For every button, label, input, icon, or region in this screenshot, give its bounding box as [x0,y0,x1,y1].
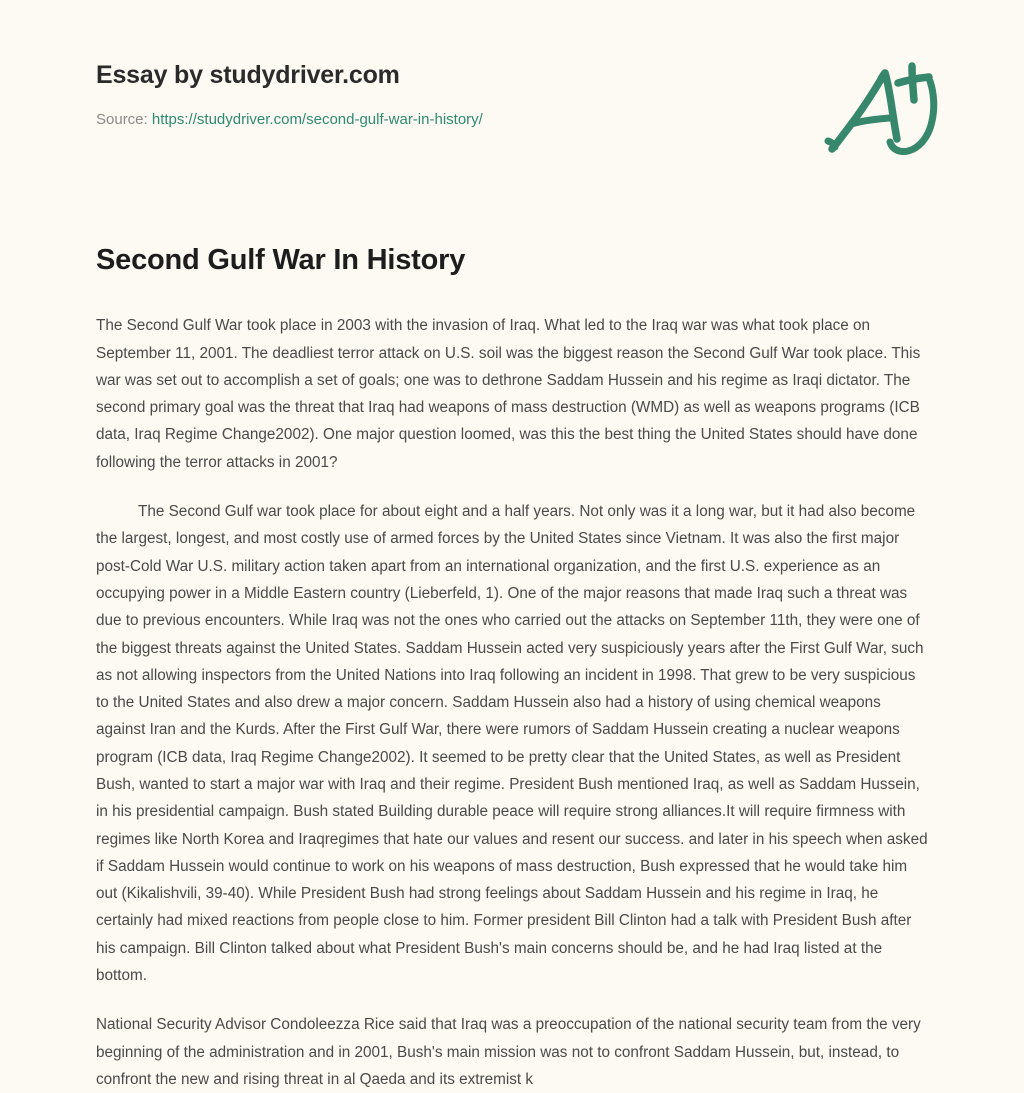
byline: Essay by studydriver.com [96,61,400,89]
article [0,242,1024,1093]
page-title: Second Gulf War In History [96,244,466,276]
article-body [96,312,928,1093]
source-label: Source: [96,111,148,128]
paragraph: The Second Gulf war took place for about eight and a half years. Not only was it a long war, but it had also become the largest, longest, and most costly use of armed forces by the United States since Vietnam. It was also the first major post-Cold War U.S. military action taken apart from an international organization, and the first U.S. experience as an occupying power in a Middle Eastern country (Lieberfeld, 1). One of the major reasons that made Iraq such a threat was due to previous encounters. While Iraq was not the ones who carried out the attacks on September 11th, they were one of the biggest threats against the United States. Saddam Hussein acted very suspiciously years after the First Gulf War, such as not allowing inspectors from the United Nations into Iraq following an incident in 1998. That grew to be very suspicious to the United States and also drew a major concern. Saddam Hussein also had a history of using chemical weapons against Iran and the Kurds. After the First Gulf War, there were rumors of Saddam Hussein creating a nuclear weapons program (ICB data, Iraq Regime Change2002). It seemed to be pretty clear that the United States, as well as President Bush, wanted to start a major war with Iraq and their regime. President Bush mentioned Iraq, as well as Saddam Hussein, in his presidential campaign. Bush stated Building durable peace will require strong alliances.It will require firmness with regimes like North Korea and Iraqregimes that hate our values and resent our success. and later in his speech when asked if Saddam Hussein would continue to work on his weapons of mass destruction, Bush expressed that he would take him out (Kikalishvili, 39-40). While President Bush had strong feelings about Saddam Hussein and his regime in Iraq, he certainly had mixed reactions from people close to him. Former president Bill Clinton had a talk with President Bush after his campaign. Bill Clinton talked about what President Bush's main concerns should be, and he had Iraq listed at the bottom. [96,503,928,985]
source-row [96,110,928,130]
a-plus-logo-icon [824,57,942,161]
source-url-link[interactable]: https://studydriver.com/second-gulf-war-in-history/ [151,111,483,128]
paragraph: The Second Gulf War took place in 2003 with the invasion of Iraq. What led to the Iraq war was what took place on September 11, 2001. The deadliest terror attack on U.S. soil was the biggest reason the Second Gulf War took place. This war was set out to accomplish a set of goals; one was to dethrone Saddam Hussein and his regime as Iraqi dictator. The second primary goal was the threat that Iraq had weapons of mass destruction (WMD) as well as weapons programs (ICB data, Iraq Regime Change2002). One major question loomed, was this the best thing the United States should have done following the terror attacks in 2001? [96,317,921,471]
paragraph: National Security Advisor Condoleezza Rice said that Iraq was a preoccupation of the national security team from the very beginning of the administration and in 2001, Bush's main mission was not to confront Saddam Hussein, but, instead, to confront the new and rising threat in al Qaeda and its extremist k [96,1016,921,1088]
page-header [0,0,1024,200]
